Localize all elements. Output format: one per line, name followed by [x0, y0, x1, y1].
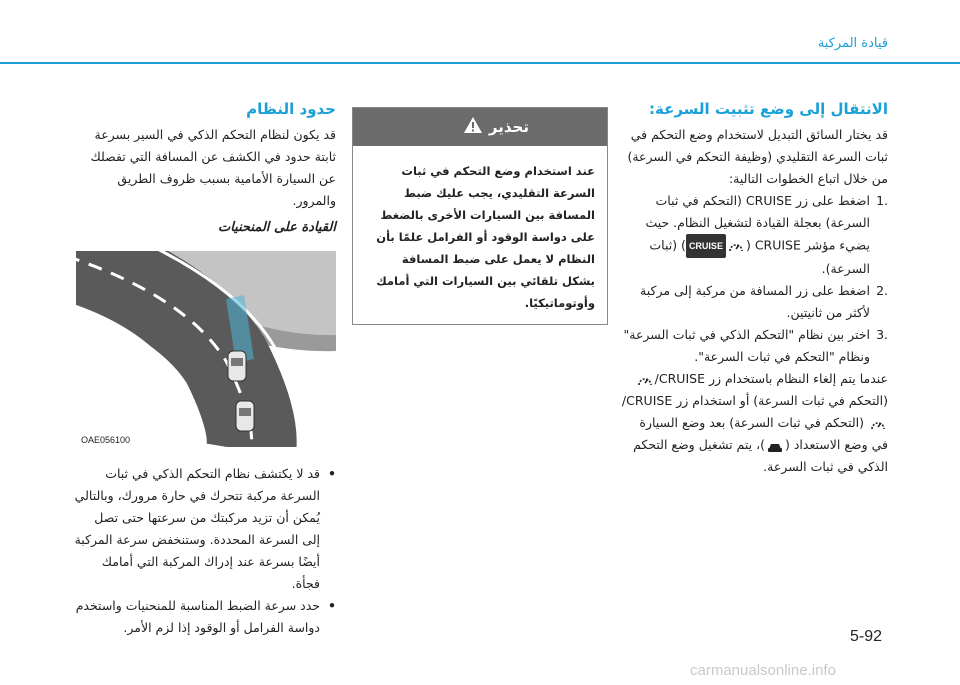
- watermark: carmanualsonline.info: [690, 662, 836, 679]
- bullet-dot: •: [328, 466, 336, 481]
- warning-body: عند استخدام وضع التحكم في ثبات السرعة التقليدي، يجب عليك ضبط المسافة بين السيارات الأخرى بالضغط على دواسة الوقود أو الفرامل علمًا بأن النظام لا يعمل على ضبط المسافة بشكل تلقائي بين السيارات التي أمامك وأوتوماتيكيًا.: [376, 164, 595, 310]
- limitations-intro: قد يكون لنظام التحكم الذكي في السير بسرعة ثابتة حدود في الكشف عن المسافة التي تفصلك عن السيارة الأمامية بسبب ظروف الطريق والمرور.: [90, 127, 336, 208]
- step-number: .2: [876, 283, 888, 298]
- warning-header: [353, 108, 607, 146]
- curve-bullets: [74, 463, 336, 639]
- warning-icon: [463, 116, 483, 138]
- step-text: اضغط على زر المسافة من مركبة إلى مركبة لأكثر من ثانيتين.: [640, 283, 870, 320]
- cruise-speedometer-icon: [637, 373, 653, 387]
- cruise-speedometer-icon: [870, 417, 886, 431]
- curve-driving-illustration: [76, 251, 336, 447]
- cancel-mode-paragraph: عندما يتم إلغاء النظام باستخدام زر CRUISE/ (التحكم في ثبات السرعة) أو استخدام زر CRUISE/ (التحكم في ثبات السرعة) بعد وضع السيارة في وضع الاستعداد ()، يتم تشغيل وضع التحكم الذكي في ثبات السرعة.: [621, 371, 888, 474]
- header-title: قيادة المركبة: [817, 36, 888, 51]
- step-number: .3: [876, 327, 888, 342]
- vehicle-rear: [236, 401, 254, 431]
- step-3: [620, 324, 888, 368]
- step-number: .1: [876, 193, 888, 208]
- right-column: [620, 100, 888, 478]
- cruise-speedometer-icon: [728, 239, 744, 253]
- page-number: 5-92: [850, 628, 883, 645]
- section-title-limitations: حدود النظام: [246, 100, 336, 118]
- subheading-curves: القيادة على المنحنيات: [217, 220, 336, 235]
- car-distance-icon: [767, 439, 783, 453]
- warning-heading: تحذير: [488, 118, 529, 136]
- list-item: • قد لا يكتشف نظام التحكم الذكي في ثبات السرعة مركبة تتحرك في حارة مرورك، وبالتالي يُمكن أن تزيد مركبتك من سرعتها حتى تصل إلى السرعة المحددة. وستنخفض سرعة المركبة أيضًا بسرعة عند إدراك المركبة التي أمامك فجأة.: [74, 463, 336, 595]
- step-2: [620, 280, 888, 324]
- header-divider: [0, 62, 960, 64]
- figure-label: OAE056100: [81, 435, 131, 445]
- bullet-dot: •: [328, 598, 336, 613]
- left-column: [74, 100, 336, 639]
- step-text: اختر بين نظام "التحكم الذكي في ثبات السرعة" ونظام "التحكم في ثبات السرعة".: [623, 327, 870, 364]
- warning-column: [352, 107, 608, 325]
- vehicle-front: [228, 351, 246, 381]
- cruise-indicator-tag: CRUISE: [686, 234, 726, 258]
- step-text: اضغط على زر CRUISE (التحكم في ثبات السرعة) بعجلة القيادة لتشغيل النظام. حيث يضيء مؤشر CRUISE (CRUISE) (ثبات السرعة).: [645, 193, 870, 276]
- section-title-switch-mode: الانتقال إلى وضع تثبيت السرعة:: [648, 100, 888, 118]
- list-item: • حدد سرعة الضبط المناسبة للمنحنيات واستخدم دواسة الفرامل أو الوقود إذا لزم الأمر.: [74, 595, 336, 639]
- switch-mode-intro: قد يختار السائق التبديل لاستخدام وضع التحكم في ثبات السرعة التقليدي (وظيفة التحكم في السرعة) من خلال اتباع الخطوات التالية:: [627, 127, 888, 186]
- step-1: [620, 190, 888, 280]
- warning-box: [352, 107, 608, 325]
